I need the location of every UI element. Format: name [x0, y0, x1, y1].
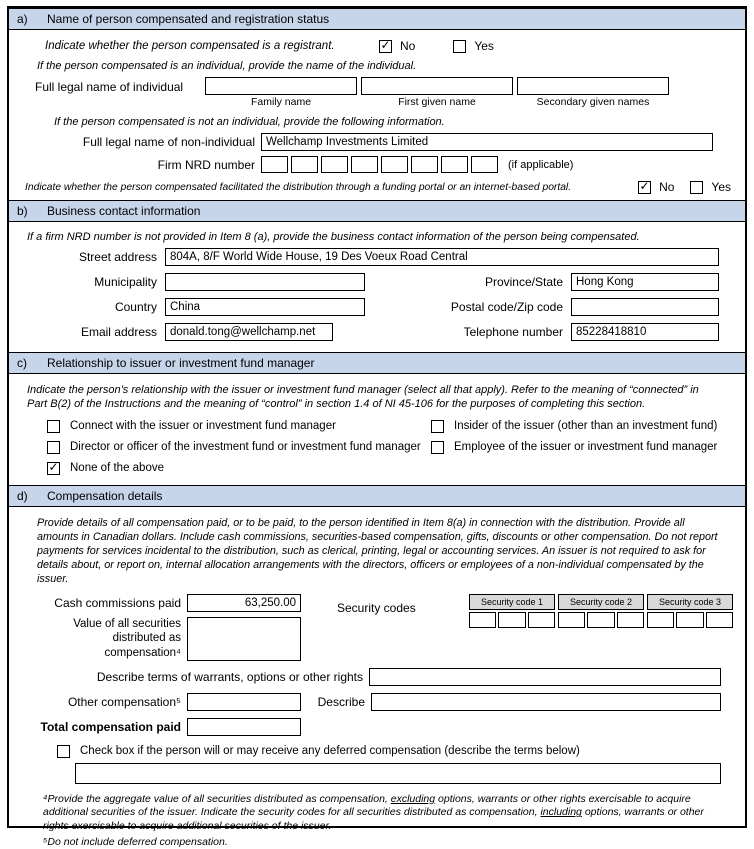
section-c-letter: c) [17, 356, 27, 370]
securities-value-label: Value of all securities distributed as compensation⁴ [73, 617, 181, 659]
portal-no-checkbox[interactable] [638, 181, 651, 194]
check-icon: ✓ [639, 179, 650, 193]
deferred-compensation-checkbox[interactable] [57, 745, 70, 758]
section-a-content [9, 30, 745, 200]
warrants-terms-input[interactable] [369, 668, 721, 686]
footnote-5: ⁵Do not include deferred compensation. [43, 835, 228, 848]
province-state-label: Province/State [484, 275, 563, 289]
total-compensation-label: Total compensation paid [40, 719, 181, 734]
business-contact-note: If a firm NRD number is not provided in Item 8 (a), provide the business contact information of the person being compensated. [27, 231, 640, 243]
footnote-4-text: options, warrants or other rights exercisable to acquire additional securities of the issuer. [43, 806, 704, 833]
relationship-instructions: Indicate the person’s relationship with the issuer or investment fund manager (select all that apply). Refer to the meaning of “connected” in Part B(2) of the Instructions and the meaning of “control” in section 1.4 of NI 45-106 for the purposes of completing this section. [27, 384, 699, 411]
registrant-question: Indicate whether the person compensated is a registrant. [45, 40, 335, 52]
country-postal-row [17, 298, 719, 316]
footnote-4-including: including [540, 806, 582, 819]
total-compensation-row [39, 718, 721, 736]
postal-code-input[interactable] [571, 298, 719, 316]
footnote-4 [43, 793, 721, 834]
firm-nrd-number-input[interactable] [261, 156, 498, 173]
employee-label: Employee of the issuer or investment fund manager [454, 440, 718, 453]
registrant-yes-checkbox[interactable] [453, 40, 466, 53]
check-icon: ✓ [380, 38, 391, 52]
municipality-label: Municipality [94, 275, 157, 289]
none-of-the-above-label: None of the above [70, 461, 164, 474]
securities-value-input[interactable] [187, 617, 301, 661]
country-label: Country [114, 300, 157, 314]
portal-question-row [25, 180, 731, 194]
telephone-number-input[interactable]: 85228418810 [571, 323, 719, 341]
security-code-3-header: Security code 3 [647, 594, 733, 610]
portal-no-label: No [659, 180, 675, 194]
individual-note: If the person compensated is an individual, provide the name of the individual. [37, 60, 417, 72]
section-b-title: Business contact information [47, 204, 201, 218]
connected-checkbox[interactable] [47, 420, 60, 433]
first-given-name-input[interactable] [361, 77, 513, 95]
relationship-options [47, 420, 745, 475]
portal-yes-checkbox[interactable] [690, 181, 703, 194]
none-of-the-above-checkbox[interactable] [47, 462, 60, 475]
non-individual-row [9, 133, 745, 151]
telephone-number-label: Telephone number [463, 325, 563, 339]
security-code-2-header: Security code 2 [558, 594, 644, 610]
connected-label: Connect with the issuer or investment fund manager [70, 419, 336, 432]
compensation-instructions: Provide details of all compensation paid, or to be paid, to the person identified in Item 8(a) in connection with the distribution. Provide all amounts in Canadian dollars. Include cash commissions, securities-based compensation, gifts, discounts or other compensation. Do not report payments for services incidental to the distribution, such as clerical, printing, legal or accounting services. An issuer is not required to ask for details about, or report on, internal allocation arrangements with the directors, officers or employees of a non-individual compensated by the issuer. [37, 516, 718, 585]
section-d-header [9, 485, 745, 507]
section-a-title: Name of person compensated and registration status [47, 12, 330, 26]
security-codes-block [469, 594, 733, 628]
cash-commissions-label: Cash commissions paid [54, 595, 181, 610]
section-d-letter: d) [17, 488, 28, 503]
insider-checkbox[interactable] [431, 420, 444, 433]
municipality-input[interactable] [165, 273, 365, 291]
section-b-content [9, 222, 745, 352]
country-input[interactable]: China [165, 298, 365, 316]
insider-label: Insider of the issuer (other than an investment fund) [454, 419, 718, 432]
section-a-header [9, 8, 745, 30]
nrd-hint: (if applicable) [508, 158, 574, 171]
street-address-row [17, 248, 719, 266]
director-officer-checkbox[interactable] [47, 441, 60, 454]
portal-yes-label: Yes [711, 180, 731, 194]
cash-commissions-input[interactable]: 63,250.00 [187, 594, 301, 612]
other-compensation-input[interactable] [187, 693, 301, 711]
postal-code-label: Postal code/Zip code [450, 300, 563, 314]
non-individual-label: Full legal name of non-individual [82, 135, 255, 149]
security-code-1-header: Security code 1 [469, 594, 555, 610]
check-icon: ✓ [48, 460, 59, 475]
registrant-yes-label: Yes [474, 39, 494, 53]
secondary-given-names-caption: Secondary given names [536, 96, 650, 108]
security-code-2-input[interactable] [558, 612, 644, 628]
email-phone-row [17, 323, 719, 341]
family-name-caption: Family name [250, 96, 312, 108]
section-c-header [9, 352, 745, 374]
province-state-input[interactable]: Hong Kong [571, 273, 719, 291]
section-d-content [9, 507, 745, 849]
nrd-row [9, 156, 745, 173]
street-address-label: Street address [78, 250, 157, 264]
employee-checkbox[interactable] [431, 441, 444, 454]
individual-name-row [9, 77, 745, 108]
footnote-4-excluding: excluding [390, 792, 436, 805]
describe-label: Describe [317, 694, 365, 709]
individual-name-label: Full legal name of individual [35, 80, 184, 94]
deferred-compensation-row [57, 745, 721, 758]
nrd-label: Firm NRD number [157, 157, 255, 172]
section-c-title: Relationship to issuer or investment fund manager [47, 356, 315, 370]
total-compensation-input[interactable] [187, 718, 301, 736]
section-d-title: Compensation details [47, 488, 163, 503]
secondary-given-names-input[interactable] [517, 77, 669, 95]
non-individual-note: If the person compensated is not an individual, provide the following information. [54, 116, 445, 128]
warrants-label: Describe terms of warrants, options or other rights [96, 669, 363, 684]
security-code-1-input[interactable] [469, 612, 555, 628]
first-given-name-caption: First given name [398, 96, 476, 108]
municipality-province-row [17, 273, 719, 291]
section-a-letter: a) [17, 12, 28, 26]
form-container [7, 6, 747, 848]
street-address-input[interactable]: 804A, 8/F World Wide House, 19 Des Voeux Road Central [165, 248, 719, 266]
compensation-amounts-block [39, 594, 721, 661]
section-b-header [9, 200, 745, 222]
registrant-no-label: No [400, 39, 416, 53]
email-address-input[interactable]: donald.tong@wellchamp.net [165, 323, 333, 341]
security-code-3-input[interactable] [647, 612, 733, 628]
footnote-4-text: ⁴Provide the aggregate value of all securities distributed as compensation, [43, 792, 391, 805]
registrant-no-checkbox[interactable] [379, 40, 392, 53]
deferred-compensation-terms-input[interactable] [75, 763, 721, 784]
other-compensation-label: Other compensation⁵ [67, 694, 181, 709]
other-compensation-describe-input[interactable] [371, 693, 721, 711]
director-officer-label: Director or officer of the investment fund or investment fund manager [70, 440, 421, 453]
security-codes-label: Security codes [337, 600, 416, 615]
family-name-input[interactable] [205, 77, 357, 95]
email-address-label: Email address [80, 325, 157, 339]
warrants-row [39, 668, 721, 686]
other-compensation-row [39, 693, 721, 711]
footnote-4-text: options, warrants or other rights exercisable to acquire additional securities of the issuer. Indicate the security codes for all securities distributed as compensation, [43, 792, 691, 819]
section-c-content [9, 374, 745, 485]
non-individual-name-input[interactable]: Wellchamp Investments Limited [261, 133, 713, 151]
registrant-question-row [45, 39, 745, 53]
portal-question: Indicate whether the person compensated facilitated the distribution through a funding portal or an internet-based portal. [25, 181, 572, 193]
section-b-letter: b) [17, 204, 28, 218]
deferred-compensation-label: Check box if the person will or may receive any deferred compensation (describe the terms below) [80, 745, 580, 758]
